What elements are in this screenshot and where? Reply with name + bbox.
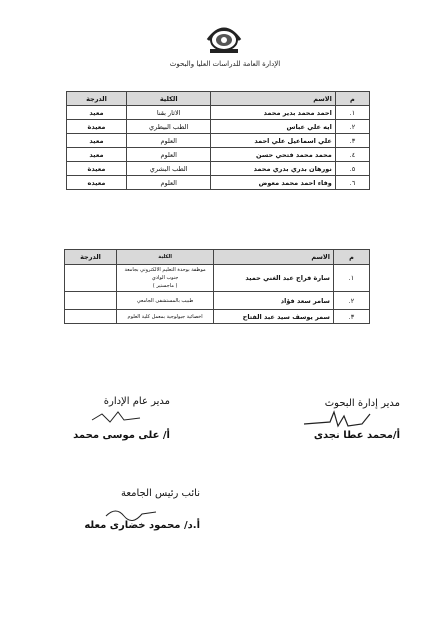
column-header-num: م: [335, 92, 369, 106]
table-header-row: [67, 92, 370, 106]
table-row: [65, 292, 370, 310]
general-director-name: أ/ على موسى محمد: [73, 430, 170, 441]
table-row: [67, 134, 370, 148]
table-row: [67, 120, 370, 134]
row-name: علي اسماعيل علي احمد: [211, 134, 335, 148]
row-faculty-text: موظفة بوحدة التعليم الالكتروني بجامعة جنوب الوادي: [124, 267, 206, 281]
row-name: سمر يوسف سيد عبد الفتاح: [214, 310, 334, 324]
research-director-name: أ/محمد عطا نجدى: [313, 430, 400, 441]
row-number: ٥.: [335, 162, 369, 176]
table-row: [67, 106, 370, 120]
column-header-degree: الدرجة: [67, 92, 127, 106]
row-faculty: الطب البشري: [126, 162, 211, 176]
row-degree: معيده: [67, 176, 127, 190]
research-director-signature: [300, 408, 380, 432]
row-faculty: [116, 265, 213, 292]
row-name: محمد محمد فتحي حسن: [211, 148, 335, 162]
row-name: سارة فراج عبد الغني حميد: [214, 265, 334, 292]
column-header-degree: الدرجة: [65, 250, 117, 265]
row-degree: معيدة: [67, 162, 127, 176]
table-header-row: [65, 250, 370, 265]
row-number: ٦.: [335, 176, 369, 190]
row-faculty: العلوم: [126, 176, 211, 190]
vice-president-title: نائب رئيس الجامعة: [120, 488, 200, 499]
table-row: [67, 176, 370, 190]
department-heading: الإدارة العامة للدراسات العليا والبحوث: [169, 60, 281, 68]
column-header-faculty: الكلية: [116, 250, 213, 265]
research-director-title: مدير إدارة البحوث: [324, 398, 400, 409]
table-row: [67, 162, 370, 176]
row-number: ١.: [335, 106, 369, 120]
column-header-num: م: [333, 250, 369, 265]
row-degree: معيد: [67, 134, 127, 148]
row-faculty: العلوم: [126, 148, 211, 162]
general-director-signature: [88, 408, 148, 426]
row-faculty: الطب البيطري: [126, 120, 211, 134]
row-name: ايه علي عباس: [211, 120, 335, 134]
row-number: ٤.: [335, 148, 369, 162]
table-row: [65, 310, 370, 324]
row-number: ٢.: [335, 120, 369, 134]
row-number: ٣.: [335, 134, 369, 148]
general-director-title: مدير عام الإدارة: [103, 396, 170, 407]
row-faculty: العلوم: [126, 134, 211, 148]
row-degree: [65, 265, 117, 292]
column-header-faculty: الكلية: [126, 92, 211, 106]
column-header-name: الاسم: [214, 250, 334, 265]
vice-president-name: أ.د/ محمود خضارى معله: [84, 520, 200, 531]
row-name: نورهان بدري بدري محمد: [211, 162, 335, 176]
row-degree: معيد: [67, 148, 127, 162]
row-name: احمد محمد بدير محمد: [211, 106, 335, 120]
staff-table: [64, 249, 370, 324]
assistants-table: [66, 91, 370, 190]
university-seal-icon: [204, 20, 244, 54]
row-faculty-note: ( ماجستير ): [152, 283, 178, 289]
row-degree: [65, 310, 117, 324]
row-degree: [65, 292, 117, 310]
row-faculty: اخصائية جيولوجية بمعمل كلية العلوم: [116, 310, 213, 324]
row-number: ١.: [333, 265, 369, 292]
row-name: سامر سعد فؤاد: [214, 292, 334, 310]
row-degree: معيدة: [67, 120, 127, 134]
table-row: [65, 265, 370, 292]
row-number: ٢.: [333, 292, 369, 310]
row-faculty: طبيب بالمستشفى الجامعي: [116, 292, 213, 310]
row-degree: معيد: [67, 106, 127, 120]
table-row: [67, 148, 370, 162]
row-name: وفاء احمد محمد معوض: [211, 176, 335, 190]
row-faculty: الاثار بقنا: [126, 106, 211, 120]
column-header-name: الاسم: [211, 92, 335, 106]
row-number: ٣.: [333, 310, 369, 324]
